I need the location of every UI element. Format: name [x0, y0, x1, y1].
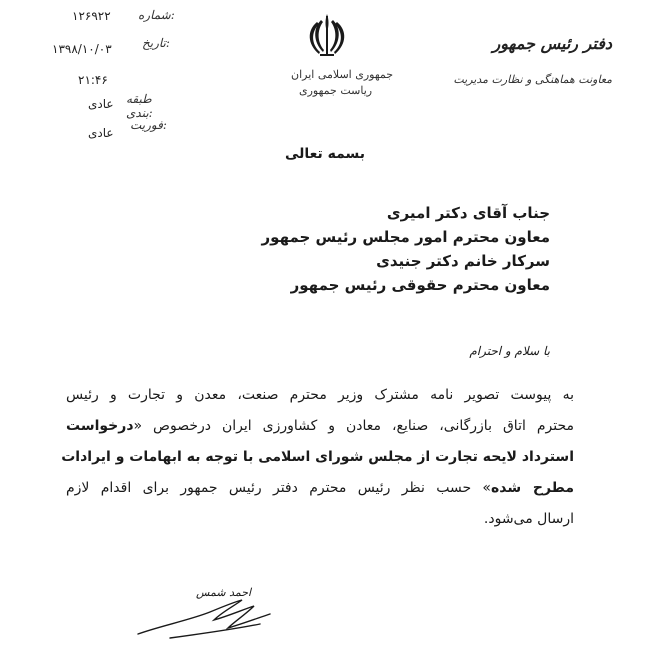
recipient-line: معاون محترم امور مجلس رئیس جمهور [261, 228, 550, 246]
body-line [61, 442, 574, 473]
office-subtitle: معاونت هماهنگی و نظارت مدیریت [453, 73, 612, 86]
date-label: تاریخ: [142, 36, 170, 50]
body-emphasis: مطرح شده [491, 480, 574, 496]
letter-meta [52, 6, 175, 140]
body-text: » حسب نظر رئیس محترم دفتر رئیس جمهور برای اقدام لازم [66, 480, 491, 496]
office-title: دفتر رئیس جمهور [492, 34, 612, 53]
body-line: به پیوست تصویر نامه مشترک وزیر محترم صنعت، معدن و تجارت و رئیس [66, 387, 574, 403]
signer-name: احمد شمس [196, 586, 252, 599]
office-header [453, 34, 612, 86]
body-emphasis: درخواست [66, 418, 134, 434]
body-line [66, 473, 574, 504]
letter-time: ۲۱:۴۶ [78, 73, 108, 87]
emblem-org-line1: جمهوری اسلامی ایران [291, 68, 394, 81]
greeting: با سلام و احترام [469, 344, 550, 358]
classification-value: عادی [88, 97, 114, 111]
letter-body [61, 380, 574, 535]
letter-number: ۱۲۶۹۲۲ [72, 9, 111, 23]
emblem-org-line2: ریاست جمهوری [299, 84, 373, 97]
letter-date: ۱۳۹۸/۱۰/۰۳ [52, 42, 112, 56]
recipient-line: معاون محترم حقوقی رئیس جمهور [290, 276, 550, 294]
signature-icon [130, 590, 280, 645]
recipients-block [262, 201, 550, 297]
urgency-label: فوریت: [130, 118, 167, 132]
body-emphasis: استرداد لایحه تجارت از مجلس شورای اسلامی با توجه به ابهامات و ایرادات [61, 449, 574, 465]
iran-emblem-icon [287, 10, 367, 60]
number-label: شماره: [138, 8, 175, 22]
classification-label: طبقه بندی: [126, 92, 153, 120]
recipient-line: جناب آقای دکتر امیری [386, 204, 550, 222]
iran-emblem [287, 10, 394, 100]
body-line: ارسال می‌شود. [483, 511, 574, 527]
recipient-line: سرکار خانم دکتر جنیدی [376, 252, 550, 270]
bismillah-heading: بسمه تعالی [284, 146, 366, 162]
body-text: محترم اتاق بازرگانی، صنایع، معادن و کشاورزی ایران درخصوص « [133, 418, 574, 434]
body-line [66, 411, 574, 442]
urgency-value: عادی [88, 126, 114, 140]
